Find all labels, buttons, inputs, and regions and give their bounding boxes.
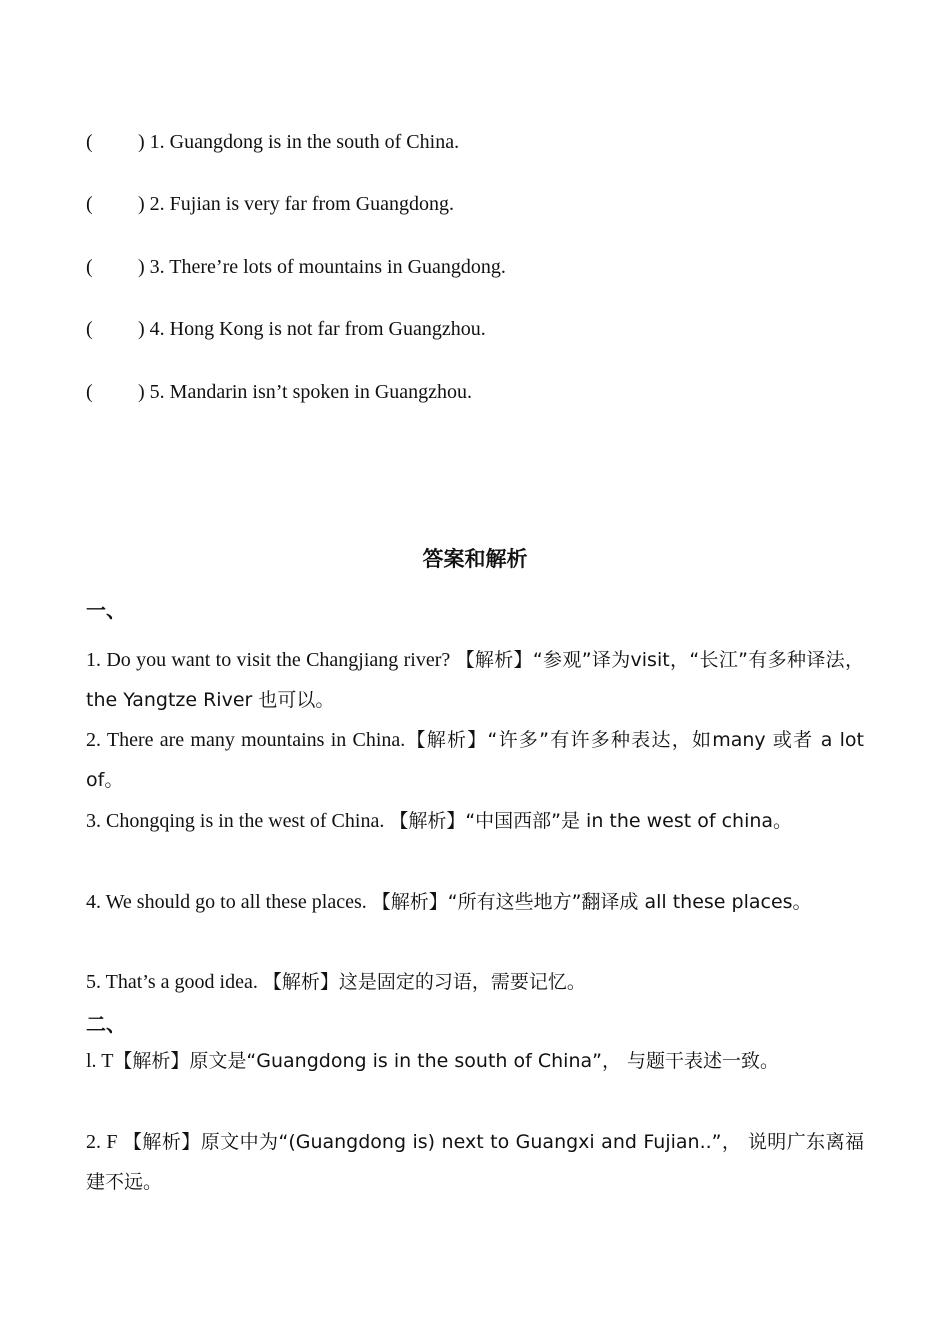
answer-english: 2. There are many mountains in China. bbox=[86, 729, 406, 751]
question-3 bbox=[86, 253, 506, 281]
section-1-label: 一、 bbox=[86, 598, 126, 622]
answer-blank[interactable]: ( bbox=[86, 318, 93, 340]
answer-explanation: 【解析】原文中为“(Guangdong is) next to Guangxi and Fujian..”， 说明广东离福建不远。 bbox=[86, 1131, 865, 1193]
question-text: ) 1. Guangdong is in the south of China. bbox=[138, 131, 460, 153]
answer-blank[interactable]: ( bbox=[86, 131, 93, 153]
answer-tf-1 bbox=[86, 1041, 864, 1081]
answer-tf-2 bbox=[86, 1122, 864, 1202]
answer-explanation: 【解析】“许多”有许多种表达，如many 或者 a lot of。 bbox=[86, 729, 864, 791]
answer-english: 5. That’s a good idea. bbox=[86, 971, 263, 993]
question-4 bbox=[86, 315, 486, 343]
section-2-label: 二、 bbox=[86, 1012, 126, 1036]
answer-english: 1. Do you want to visit the Changjiang river? bbox=[86, 649, 456, 671]
answer-explanation: 【解析】这是固定的习语，需要记忆。 bbox=[262, 971, 586, 993]
answer-english: 2. F bbox=[86, 1131, 123, 1153]
answer-blank[interactable]: ( bbox=[86, 193, 93, 215]
answers-title: 答案和解析 bbox=[422, 547, 528, 571]
question-text: ) 3. There’re lots of mountains in Guangdong. bbox=[138, 256, 506, 278]
answer-explanation: 【解析】“参观”译为visit，“长江”有多种译法，the Yangtze River 也可以。 bbox=[86, 649, 864, 711]
answer-4 bbox=[86, 882, 864, 922]
answer-english: 4. We should go to all these places. bbox=[86, 891, 372, 913]
question-5 bbox=[86, 378, 472, 406]
question-text: ) 2. Fujian is very far from Guangdong. bbox=[138, 193, 455, 215]
answer-3 bbox=[86, 801, 864, 841]
question-2 bbox=[86, 190, 454, 218]
answer-explanation: 【解析】“所有这些地方”翻译成 all these places。 bbox=[371, 891, 812, 913]
answer-explanation: 【解析】“中国西部”是 in the west of china。 bbox=[389, 810, 793, 832]
answer-5 bbox=[86, 962, 864, 1002]
answer-blank[interactable]: ( bbox=[86, 381, 93, 403]
question-1 bbox=[86, 128, 459, 156]
answer-1 bbox=[86, 640, 864, 720]
answer-english: l. T bbox=[86, 1050, 114, 1072]
answer-explanation: 【解析】原文是“Guangdong is in the south of China”， 与题干表述一致。 bbox=[113, 1050, 780, 1072]
question-text: ) 5. Mandarin isn’t spoken in Guangzhou. bbox=[138, 381, 473, 403]
answer-english: 3. Chongqing is in the west of China. bbox=[86, 810, 390, 832]
answer-2 bbox=[86, 720, 864, 800]
answer-blank[interactable]: ( bbox=[86, 256, 93, 278]
question-text: ) 4. Hong Kong is not far from Guangzhou. bbox=[138, 318, 486, 340]
